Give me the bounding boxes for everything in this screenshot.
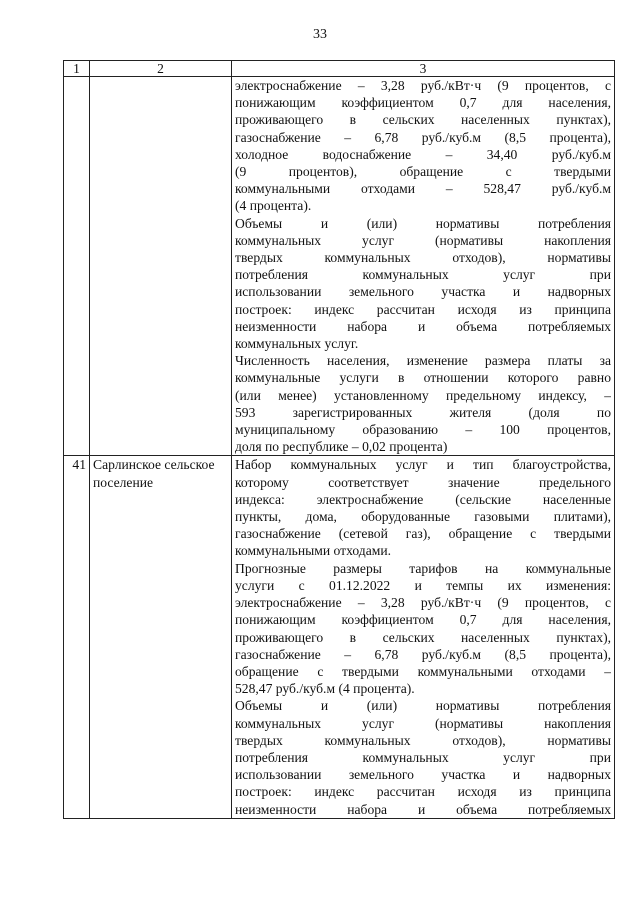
services-set-paragraph <box>235 456 611 559</box>
text-line: пункты, дома, оборудованные газовыми плитами), <box>235 509 611 525</box>
text-line: коммунальные услуги в отношении которого равно <box>235 370 611 386</box>
text-line: коммунальными отходами – 528,47 руб./куб.м <box>235 181 611 197</box>
text-line: коммунальных услуг (нормативы накопления <box>235 232 611 248</box>
text-line: газоснабжение – 6,78 руб./куб.м (8,5 процента), <box>235 129 611 145</box>
text-line: Объемы и (или) нормативы потребления <box>235 215 611 231</box>
text-line: доля по республике – 0,02 процента) <box>235 439 448 455</box>
text-line: построек: индекс рассчитан исходя из принципа <box>235 784 611 800</box>
text-line: проживающего в сельских населенных пунктах), <box>235 112 611 128</box>
row-text-cell <box>232 456 615 818</box>
text-line: использовании земельного участка и надворных <box>235 284 611 300</box>
text-line: Набор коммунальных услуг и тип благоустройства, <box>235 457 611 473</box>
text-line: Прогнозные размеры тарифов на коммунальные <box>235 560 611 576</box>
text-line: твердых коммунальных отходов), нормативы <box>235 732 611 748</box>
text-line: 593 зарегистрированных жителя (доля по <box>235 404 611 420</box>
row-number-cell: 41 <box>64 456 90 818</box>
text-line: (4 процента). <box>235 198 312 214</box>
text-line: потребления коммунальных услуг при <box>235 749 611 765</box>
text-line: понижающим коэффициентом 0,7 для населения, <box>235 612 611 628</box>
text-line: газоснабжение – 6,78 руб./куб.м (8,5 процента), <box>235 646 611 662</box>
row-text-cell <box>232 77 615 456</box>
text-line: электроснабжение – 3,28 руб./кВт·ч (9 процентов, с <box>235 78 611 93</box>
text-line: коммунальными отходами. <box>235 543 392 559</box>
text-line: электроснабжение – 3,28 руб./кВт·ч (9 процентов, с <box>235 595 611 611</box>
text-line: неизменности набора и объема потребляемых <box>235 801 611 817</box>
text-line: газоснабжение (сетевой газ), обращение с твердыми <box>235 526 611 542</box>
text-line: индекса: электроснабжение (сельские населенные <box>235 491 611 507</box>
text-line: понижающим коэффициентом 0,7 для населения, <box>235 95 611 111</box>
row-name-cell <box>90 77 232 456</box>
text-line: муниципальному образованию – 100 процентов, <box>235 422 611 438</box>
text-line: холодное водоснабжение – 34,40 руб./куб.м <box>235 146 611 162</box>
tariffs-paragraph <box>235 77 611 215</box>
text-line: использовании земельного участка и надворных <box>235 767 611 783</box>
row-number-cell <box>64 77 90 456</box>
norms-paragraph <box>235 215 611 353</box>
text-line: (или менее) установленному предельному индексу, – <box>235 387 611 403</box>
text-line: которому соответствует значение предельного <box>235 474 611 490</box>
text-line: Численность населения, изменение размера платы за <box>235 353 611 369</box>
text-line: услуги с 01.12.2022 и темпы их изменения: <box>235 577 611 593</box>
document-table <box>63 60 615 819</box>
table-row-41 <box>64 456 615 818</box>
table-header-row <box>64 61 615 77</box>
text-line: обращение с твердыми коммунальными отходами – <box>235 663 611 679</box>
text-line: твердых коммунальных отходов), нормативы <box>235 250 611 266</box>
table-row-continued <box>64 77 615 456</box>
header-col-1: 1 <box>64 61 90 77</box>
population-paragraph <box>235 352 611 455</box>
header-col-3: 3 <box>232 61 615 77</box>
text-line: 528,47 руб./куб.м (4 процента). <box>235 681 415 697</box>
text-line: коммунальных услуг. <box>235 336 359 352</box>
forecast-tariffs-paragraph <box>235 560 611 698</box>
norms-paragraph <box>235 697 611 817</box>
page-number: 33 <box>313 27 327 42</box>
settlement-name-cell: Сарлинское сельское поселение <box>90 456 232 818</box>
text-line: построек: индекс рассчитан исходя из принципа <box>235 301 611 317</box>
text-line: потребления коммунальных услуг при <box>235 267 611 283</box>
text-line: Объемы и (или) нормативы потребления <box>235 698 611 714</box>
text-line: проживающего в сельских населенных пунктах), <box>235 629 611 645</box>
text-line: (9 процентов), обращение с твердыми <box>235 164 611 180</box>
text-line: неизменности набора и объема потребляемых <box>235 318 611 334</box>
header-col-2: 2 <box>90 61 232 77</box>
text-line: коммунальных услуг (нормативы накопления <box>235 715 611 731</box>
